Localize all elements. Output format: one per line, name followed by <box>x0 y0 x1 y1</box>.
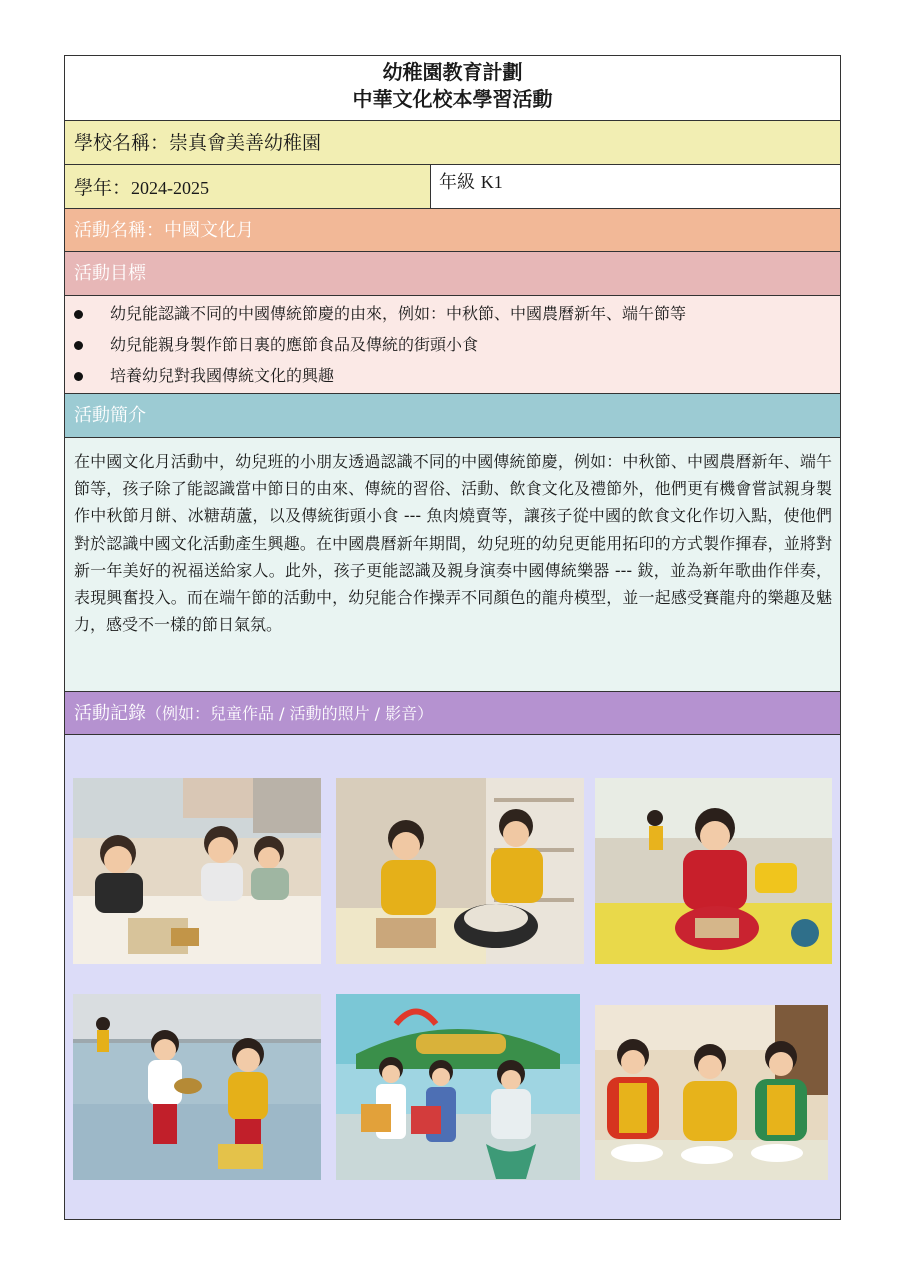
school-year-label: 學年： <box>74 177 132 199</box>
activity-photo-6 <box>595 1005 828 1180</box>
activity-photo-4 <box>73 994 321 1180</box>
bullet-icon <box>74 372 83 381</box>
activity-photo-3 <box>595 778 832 964</box>
grade-label: 年級 <box>439 172 475 193</box>
title-line-1: 幼稚園教育計劃 <box>382 60 523 84</box>
year-grade-row <box>65 165 840 209</box>
school-name-row: 學校名稱：崇真會美善幼稚園 <box>65 121 840 165</box>
goals-heading: 活動目標 <box>65 252 840 296</box>
activity-photo-2 <box>336 778 584 964</box>
goals-list <box>65 298 840 391</box>
document-title <box>65 56 840 121</box>
activity-photo-1 <box>73 778 321 964</box>
intro-heading: 活動簡介 <box>65 394 840 438</box>
goal-item: 幼兒能認識不同的中國傳統節慶的由來，例如：中秋節、中國農曆新年、端午節等 <box>65 298 840 329</box>
goal-item: 培養幼兒對我國傳統文化的興趣 <box>65 360 840 391</box>
intro-text: 在中國文化月活動中，幼兒班的小朋友透過認識不同的中國傳統節慶，例如：中秋節、中國農曆新年、端午節等，孩子除了能認識當中節日的由來、傳統的習俗、活動、飲食文化及禮節外，他們更有機會嘗試親身製作中秋節月餅、冰糖葫蘆，以及傳統街頭小食 --- 魚肉燒賣等，讓孩子從中國的飲食文化作切入點，使他們對於認識中國文化活動產生興趣。在中國農曆新年期間，幼兒班的幼兒更能用拓印的方式製作揮春，並將對新一年美好的祝福送給家人。此外，孩子更能認識及親身演奏中國傳統樂器 --- 鈸，並為新年歌曲作伴奏，表現興奮投入。而在端午節的活動中，幼兒能合作操弄不同顏色的龍舟模型，並一起感受賽龍舟的樂趣及魅力，感受不一樣的節日氣氛。 <box>65 438 840 692</box>
bullet-icon <box>74 310 83 319</box>
grade-value: K1 <box>480 172 503 192</box>
activity-photo-5 <box>336 994 580 1180</box>
record-heading-note: （例如：兒童作品 / 活動的照片 / 影音） <box>146 704 434 723</box>
goals-list-section <box>65 296 840 394</box>
goal-item: 幼兒能親身製作節日裏的應節食品及傳統的街頭小食 <box>65 329 840 360</box>
title-line-2: 中華文化校本學習活動 <box>352 87 553 111</box>
record-heading <box>65 692 840 735</box>
activity-name-row: 活動名稱：中國文化月 <box>65 209 840 252</box>
record-heading-title: 活動記錄 <box>74 703 146 724</box>
school-year-cell <box>65 165 431 208</box>
bullet-icon <box>74 341 83 350</box>
school-year-value: 2024-2025 <box>131 178 210 198</box>
lesson-plan-document <box>64 55 841 1220</box>
record-photos-section <box>65 735 840 1219</box>
grade-cell <box>431 165 840 208</box>
